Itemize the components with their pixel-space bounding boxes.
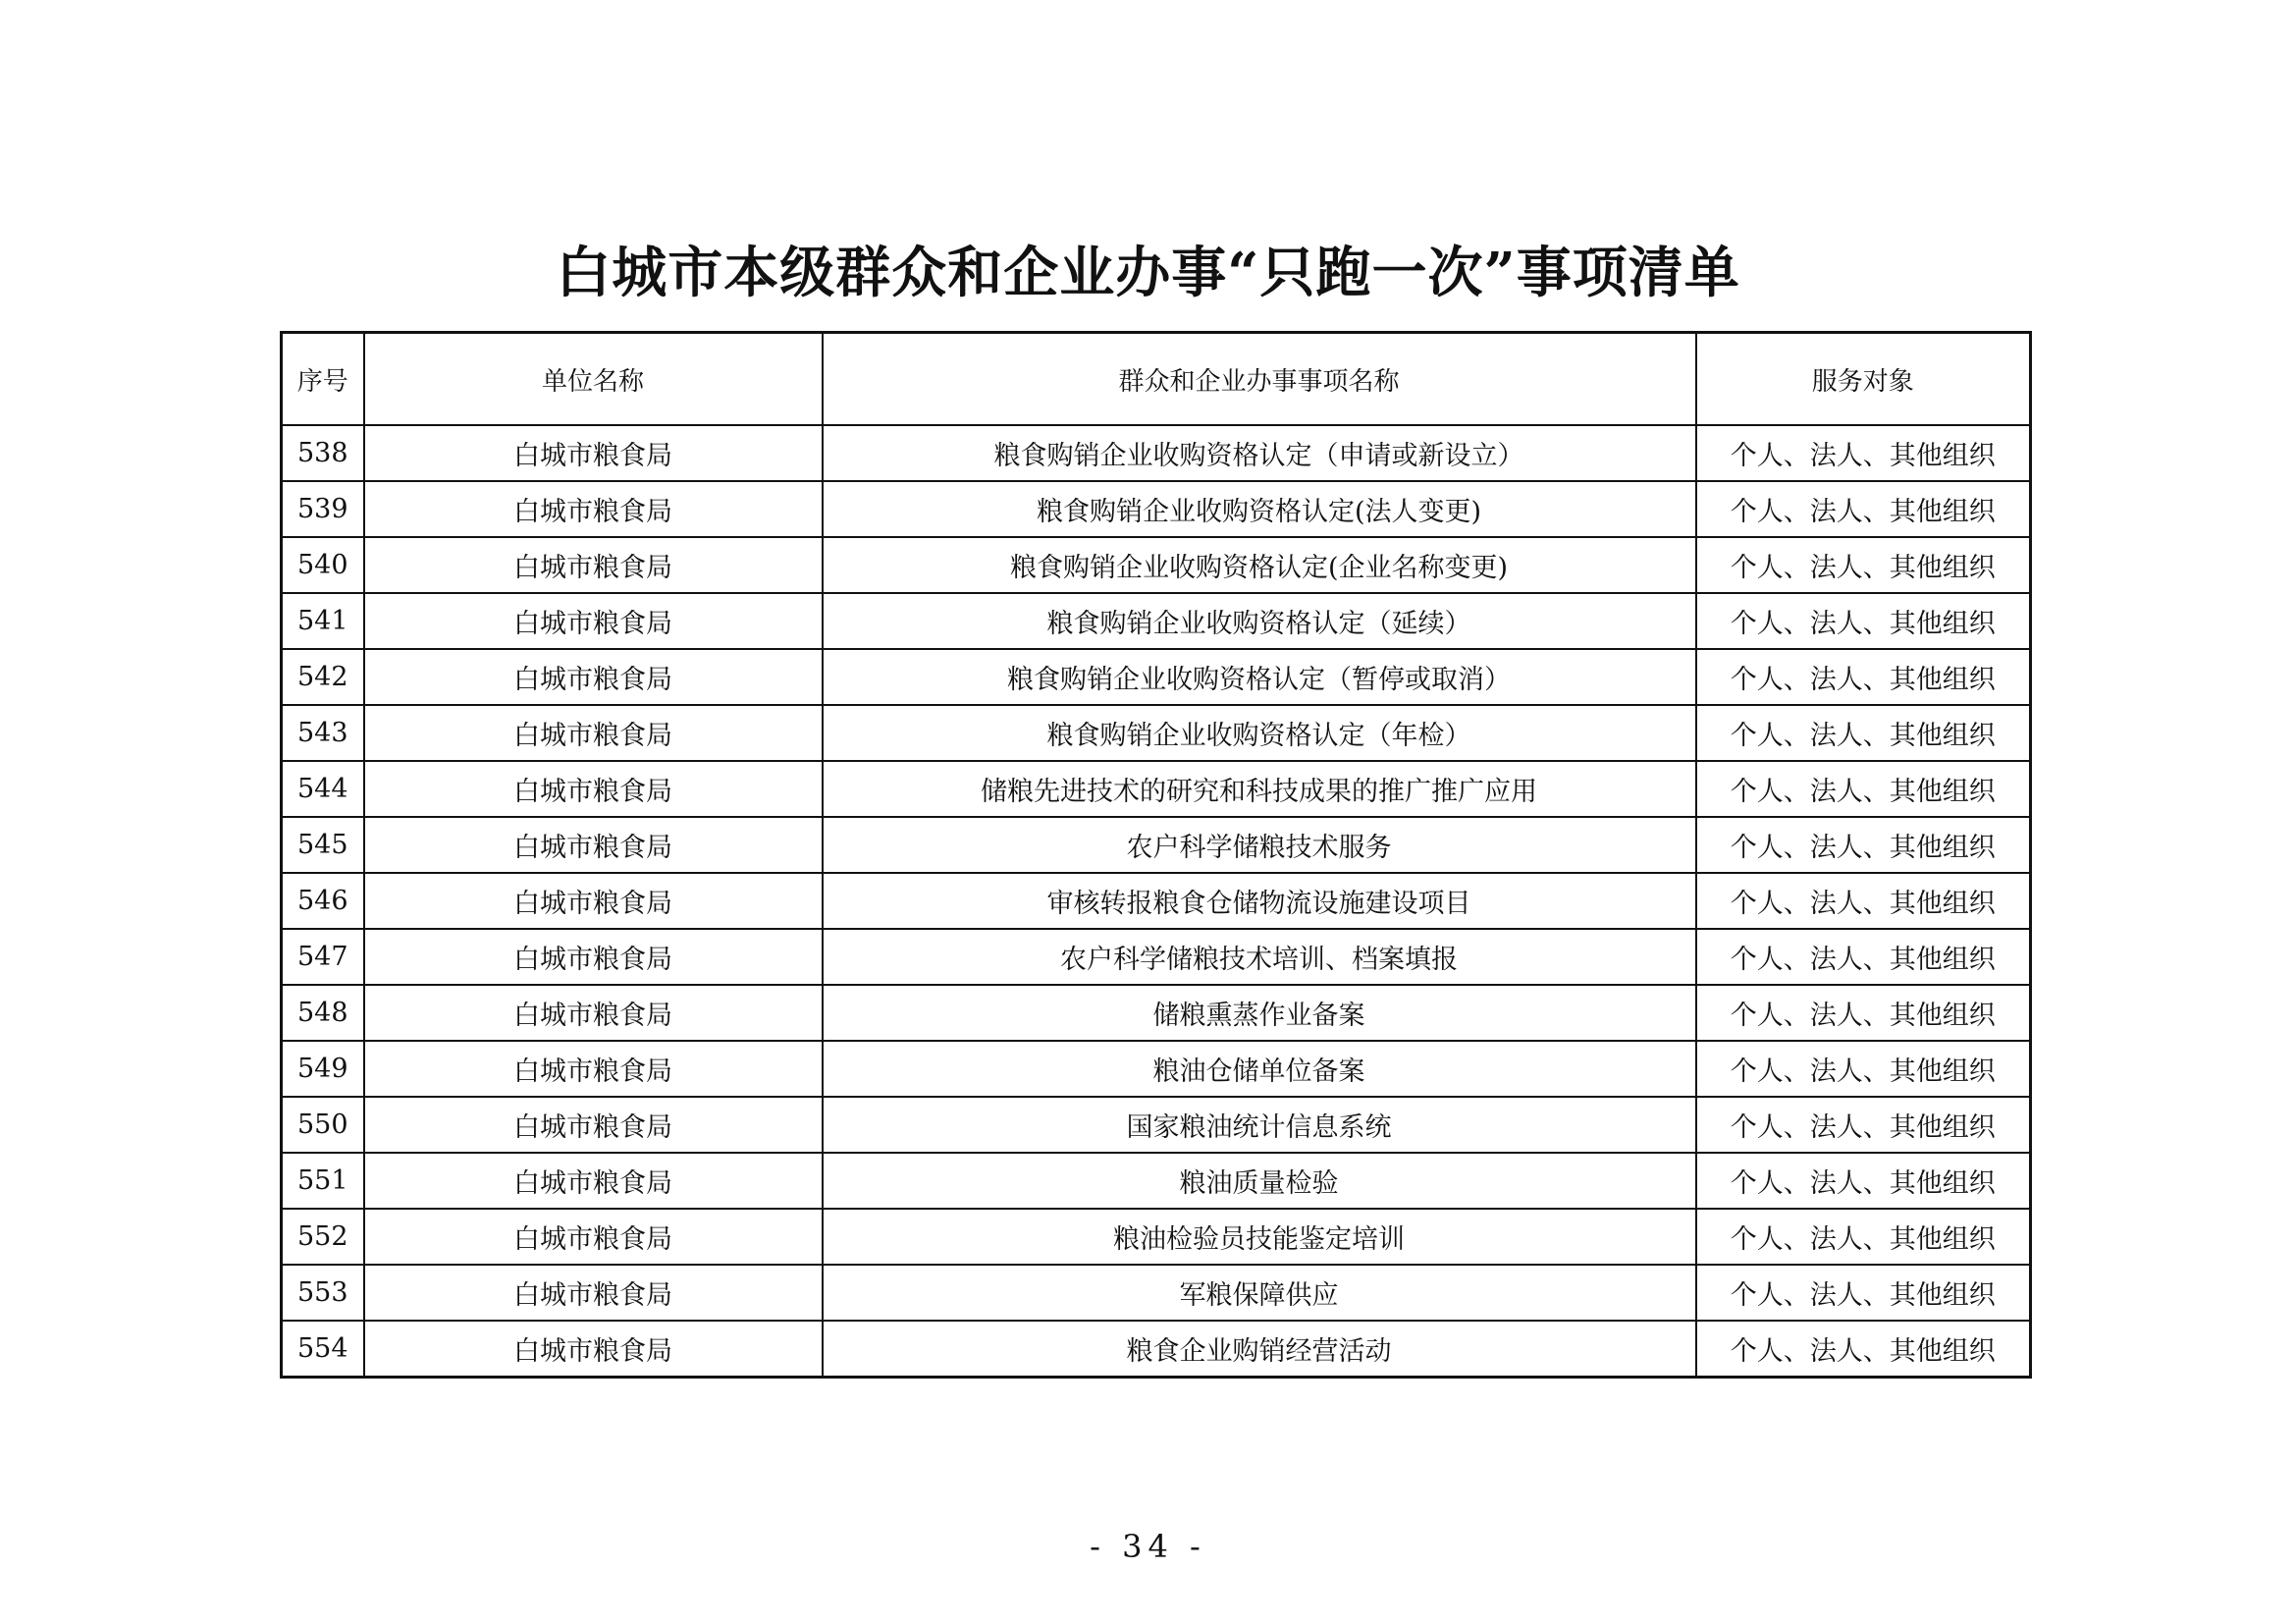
serial-number-cell: 542: [282, 649, 364, 705]
serial-number-cell: 539: [282, 481, 364, 537]
serial-number-cell: 549: [282, 1041, 364, 1097]
items-table: [280, 331, 2032, 1379]
service-target-cell: 个人、法人、其他组织: [1696, 425, 2031, 481]
item-name-cell: 国家粮油统计信息系统: [823, 1097, 1696, 1153]
table-row: [282, 481, 2031, 537]
item-name-cell: 军粮保障供应: [823, 1265, 1696, 1321]
item-name-cell: 粮油检验员技能鉴定培训: [823, 1209, 1696, 1265]
table-row: [282, 649, 2031, 705]
header-unit-name: 单位名称: [364, 333, 823, 426]
service-target-cell: 个人、法人、其他组织: [1696, 537, 2031, 593]
table-row: [282, 1153, 2031, 1209]
table-row: [282, 1321, 2031, 1378]
item-name-cell: 粮食购销企业收购资格认定(法人变更): [823, 481, 1696, 537]
table-row: [282, 761, 2031, 817]
service-target-cell: 个人、法人、其他组织: [1696, 761, 2031, 817]
table-row: [282, 593, 2031, 649]
service-target-cell: 个人、法人、其他组织: [1696, 1265, 2031, 1321]
service-target-cell: 个人、法人、其他组织: [1696, 929, 2031, 985]
table-row: [282, 537, 2031, 593]
item-name-cell: 粮食企业购销经营活动: [823, 1321, 1696, 1378]
item-name-cell: 粮食购销企业收购资格认定（延续）: [823, 593, 1696, 649]
table-row: [282, 985, 2031, 1041]
service-target-cell: 个人、法人、其他组织: [1696, 705, 2031, 761]
unit-name-cell: 白城市粮食局: [364, 1209, 823, 1265]
item-name-cell: 农户科学储粮技术服务: [823, 817, 1696, 873]
serial-number-cell: 546: [282, 873, 364, 929]
table-row: [282, 1209, 2031, 1265]
serial-number-cell: 543: [282, 705, 364, 761]
unit-name-cell: 白城市粮食局: [364, 593, 823, 649]
table-row: [282, 1097, 2031, 1153]
table-row: [282, 425, 2031, 481]
service-target-cell: 个人、法人、其他组织: [1696, 1153, 2031, 1209]
item-name-cell: 农户科学储粮技术培训、档案填报: [823, 929, 1696, 985]
unit-name-cell: 白城市粮食局: [364, 705, 823, 761]
service-target-cell: 个人、法人、其他组织: [1696, 817, 2031, 873]
unit-name-cell: 白城市粮食局: [364, 1041, 823, 1097]
table-row: [282, 1265, 2031, 1321]
serial-number-cell: 548: [282, 985, 364, 1041]
unit-name-cell: 白城市粮食局: [364, 1321, 823, 1378]
item-name-cell: 粮食购销企业收购资格认定(企业名称变更): [823, 537, 1696, 593]
service-target-cell: 个人、法人、其他组织: [1696, 1097, 2031, 1153]
serial-number-cell: 553: [282, 1265, 364, 1321]
page-title: 白城市本级群众和企业办事“只跑一次”事项清单: [556, 241, 1740, 305]
service-target-cell: 个人、法人、其他组织: [1696, 1321, 2031, 1378]
table-row: [282, 873, 2031, 929]
service-target-cell: 个人、法人、其他组织: [1696, 649, 2031, 705]
table-row: [282, 1041, 2031, 1097]
serial-number-cell: 538: [282, 425, 364, 481]
serial-number-cell: 541: [282, 593, 364, 649]
serial-number-cell: 544: [282, 761, 364, 817]
unit-name-cell: 白城市粮食局: [364, 929, 823, 985]
serial-number-cell: 552: [282, 1209, 364, 1265]
unit-name-cell: 白城市粮食局: [364, 817, 823, 873]
serial-number-cell: 550: [282, 1097, 364, 1153]
serial-number-cell: 554: [282, 1321, 364, 1378]
item-name-cell: 储粮先进技术的研究和科技成果的推广推广应用: [823, 761, 1696, 817]
service-target-cell: 个人、法人、其他组织: [1696, 873, 2031, 929]
table-header-row: [282, 333, 2031, 426]
service-target-cell: 个人、法人、其他组织: [1696, 1041, 2031, 1097]
table-row: [282, 817, 2031, 873]
service-target-cell: 个人、法人、其他组织: [1696, 481, 2031, 537]
service-target-cell: 个人、法人、其他组织: [1696, 1209, 2031, 1265]
unit-name-cell: 白城市粮食局: [364, 537, 823, 593]
unit-name-cell: 白城市粮食局: [364, 873, 823, 929]
service-target-cell: 个人、法人、其他组织: [1696, 985, 2031, 1041]
table-row: [282, 705, 2031, 761]
unit-name-cell: 白城市粮食局: [364, 1097, 823, 1153]
serial-number-cell: 547: [282, 929, 364, 985]
page-number: - 34 -: [1090, 1528, 1206, 1565]
unit-name-cell: 白城市粮食局: [364, 1265, 823, 1321]
unit-name-cell: 白城市粮食局: [364, 1153, 823, 1209]
item-name-cell: 粮食购销企业收购资格认定（申请或新设立）: [823, 425, 1696, 481]
item-name-cell: 储粮熏蒸作业备案: [823, 985, 1696, 1041]
serial-number-cell: 545: [282, 817, 364, 873]
item-name-cell: 粮食购销企业收购资格认定（暂停或取消）: [823, 649, 1696, 705]
service-target-cell: 个人、法人、其他组织: [1696, 593, 2031, 649]
header-item-name: 群众和企业办事事项名称: [823, 333, 1696, 426]
unit-name-cell: 白城市粮食局: [364, 649, 823, 705]
item-name-cell: 粮油质量检验: [823, 1153, 1696, 1209]
serial-number-cell: 551: [282, 1153, 364, 1209]
unit-name-cell: 白城市粮食局: [364, 481, 823, 537]
item-name-cell: 粮油仓储单位备案: [823, 1041, 1696, 1097]
unit-name-cell: 白城市粮食局: [364, 985, 823, 1041]
header-serial-number: 序号: [282, 333, 364, 426]
unit-name-cell: 白城市粮食局: [364, 761, 823, 817]
serial-number-cell: 540: [282, 537, 364, 593]
table-row: [282, 929, 2031, 985]
item-name-cell: 审核转报粮食仓储物流设施建设项目: [823, 873, 1696, 929]
table-body: [282, 425, 2031, 1378]
header-service-target: 服务对象: [1696, 333, 2031, 426]
unit-name-cell: 白城市粮食局: [364, 425, 823, 481]
item-name-cell: 粮食购销企业收购资格认定（年检）: [823, 705, 1696, 761]
